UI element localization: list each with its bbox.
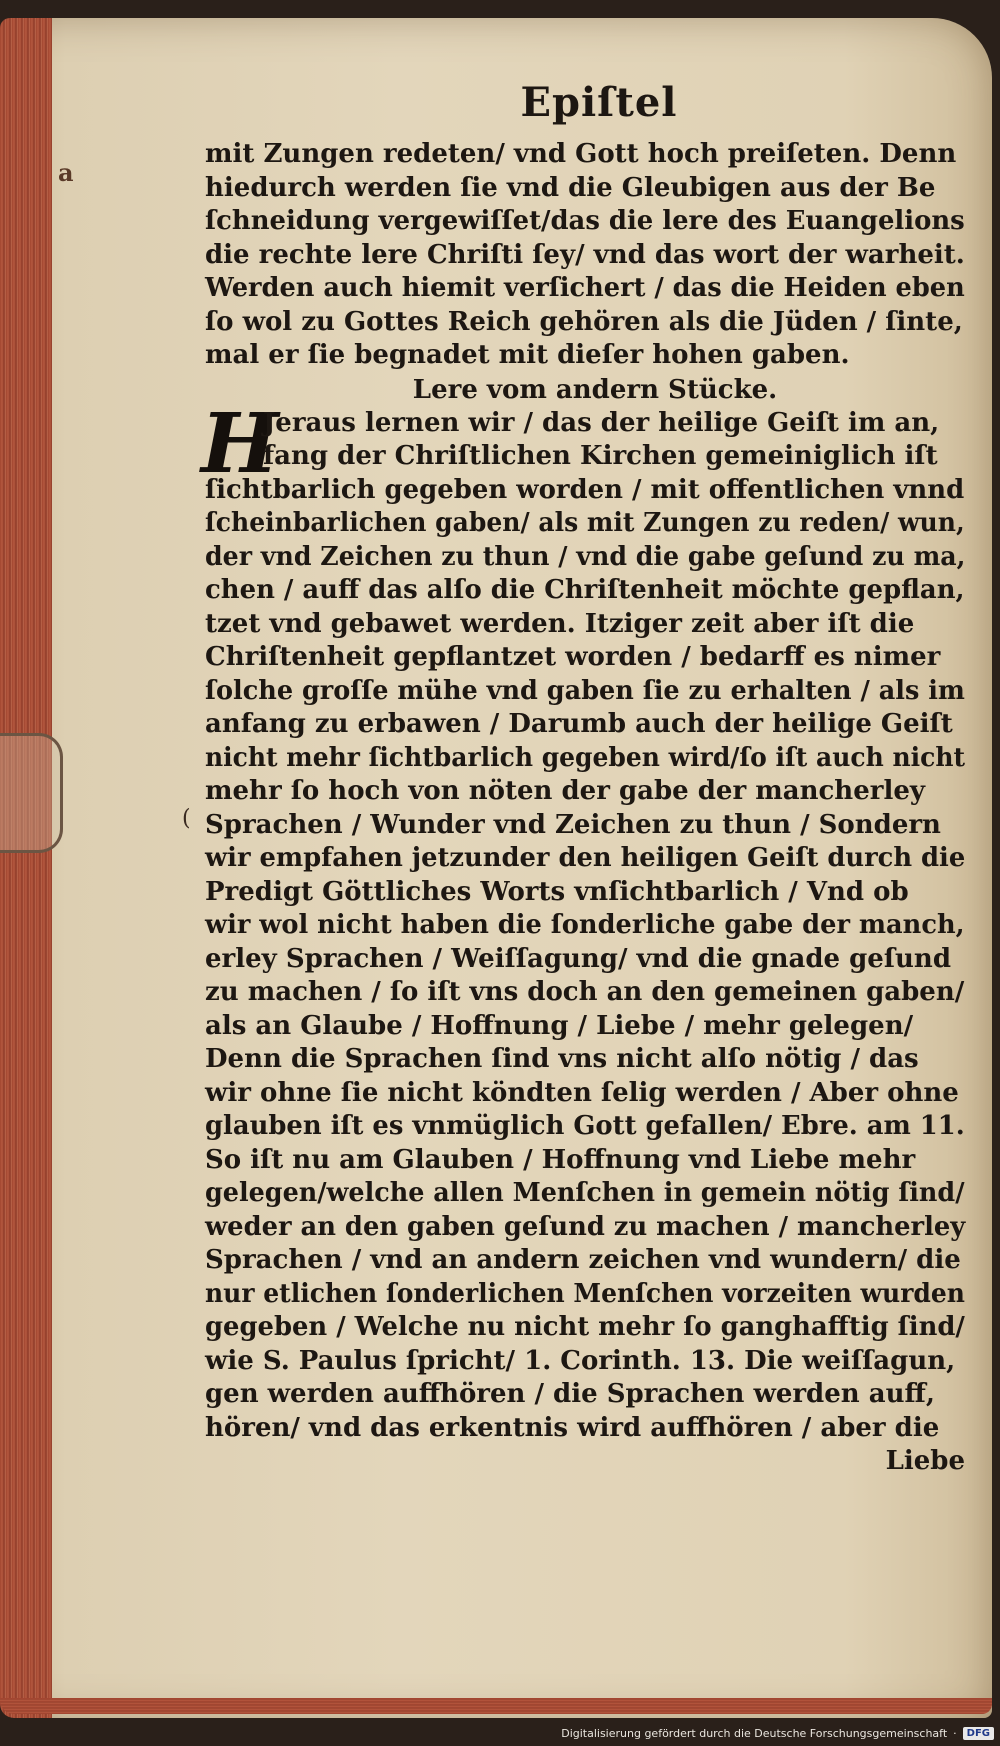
text-line: Denn die Sprachen ſind vns nicht alſo nötig / das: [205, 1044, 919, 1074]
text-line: Predigt Göttliches Worts vnſichtbarlich / Vnd ob: [205, 876, 909, 907]
text-line: wie S. Paulus ſpricht/ 1. Corinth. 13. Die weiſſagun,: [205, 1345, 956, 1376]
section-heading: Lere vom andern Stücke.: [412, 374, 778, 405]
text-line: anfang zu erbawen / Darumb auch der heilige Geiſt: [205, 709, 953, 739]
text-line: die rechte lere Chriſti ſey/ vnd das wort der warheit.: [205, 239, 965, 270]
text-block: [201, 74, 966, 1478]
page-edges-bottom: [0, 1698, 992, 1714]
text-line: nicht mehr ſichtbarlich gegeben wird/ſo iſt auch nicht: [205, 742, 966, 773]
margin-bracket-mark: (: [182, 806, 191, 831]
text-line: ſcheinbarlichen gaben/ als mit Zungen zu reden/ wun,: [205, 508, 965, 538]
text-line: ſchneidung vergewiſſet/das die lere des Euangelions: [205, 206, 965, 236]
text-line: chen / auff das alſo die Chriſtenheit möchte gepflan,: [205, 575, 965, 605]
running-head: Epiſtel: [520, 79, 678, 126]
text-line: gelegen/welche allen Menſchen in gemein nötig ſind/: [205, 1178, 965, 1208]
text-line: glauben iſt es vnmüglich Gott gefallen/ Ebre. am 11.: [205, 1111, 965, 1141]
text-line: gen werden auffhören / die Sprachen werden auff,: [205, 1379, 935, 1409]
digitization-footer: [561, 1724, 994, 1742]
text-line: der vnd Zeichen zu thun / vnd die gabe geſund zu ma,: [205, 541, 966, 572]
text-line: Werden auch hiemit verſichert / das die Heiden eben: [205, 273, 965, 303]
text-line: mehr ſo hoch von nöten der gabe der mancherley: [205, 776, 925, 806]
paragraph-2: [201, 395, 966, 1446]
text-line: ſolche groſſe mühe vnd gaben ſie zu erhalten / als im: [205, 675, 965, 706]
text-line: tzet vnd gebawet werden. Itziger zeit aber iſt die: [205, 608, 915, 639]
text-line: So iſt nu am Glauben / Hoffnung vnd Liebe mehr: [205, 1144, 916, 1175]
paragraph-1: [205, 138, 965, 373]
text-line: hiedurch werden ſie vnd die Gleubigen aus der Be: [205, 172, 936, 203]
dfg-logo-icon: DFG: [963, 1727, 994, 1740]
text-line: fang der Chriſtlichen Kirchen gemeiniglich iſt: [263, 441, 938, 471]
text-line: zu machen / ſo iſt vns doch an den gemeinen gaben/: [205, 977, 965, 1007]
text-line: Chriſtenheit gepflantzet worden / bedarff es nimer: [205, 642, 941, 672]
text-line: Sprachen / Wunder vnd Zeichen zu thun / Sondern: [205, 809, 941, 840]
text-line: nur etlichen ſonderlichen Menſchen vorzeiten wurden: [205, 1278, 966, 1309]
text-line: wir ohne ſie nicht köndten ſelig werden / Aber ohne: [205, 1077, 959, 1108]
text-line: Sprachen / vnd an andern zeichen vnd wundern/ die: [205, 1245, 961, 1275]
text-line: Jeraus lernen wir / das der heilige Geiſt im an,: [263, 407, 940, 438]
text-line: mal er ſie begnadet mit dieſer hohen gaben.: [205, 340, 850, 370]
text-line: mit Zungen redeten/ vnd Gott hoch preiſeten. Denn: [205, 139, 957, 169]
text-line: als an Glaube / Hoffnung / Liebe / mehr gelegen/: [205, 1010, 914, 1041]
footer-credit: Digitalisierung gefördert durch die Deutsche Forschungsgemeinschaft: [561, 1726, 948, 1740]
text-line: wir wol nicht haben die ſonderliche gabe der manch,: [205, 910, 965, 940]
text-line: erley Sprachen / Weiſſagung/ vnd die gnade geſund: [205, 943, 952, 974]
text-line: weder an den gaben geſund zu machen / mancherley: [205, 1211, 966, 1242]
footer-separator: ·: [953, 1726, 957, 1740]
drop-initial: H: [201, 395, 279, 492]
text-line: gegeben / Welche nu nicht mehr ſo ganghafftig ſind/: [205, 1312, 965, 1342]
catchword: Liebe: [885, 1446, 965, 1476]
text-line: wir empfahen jetzunder den heiligen Geiſt durch die: [205, 843, 966, 873]
text-line: ſo wol zu Gottes Reich gehören als die Jüden / ſinte,: [205, 306, 963, 337]
text-line: hören/ vnd das erkentnis wird auffhören / aber die: [205, 1412, 940, 1443]
text-line: ſichtbarlich gegeben worden / mit offentlichen vnnd: [205, 474, 965, 505]
margin-mark: a: [58, 158, 74, 187]
page-edges-left: [0, 18, 52, 1718]
book-clasp: [0, 733, 63, 853]
